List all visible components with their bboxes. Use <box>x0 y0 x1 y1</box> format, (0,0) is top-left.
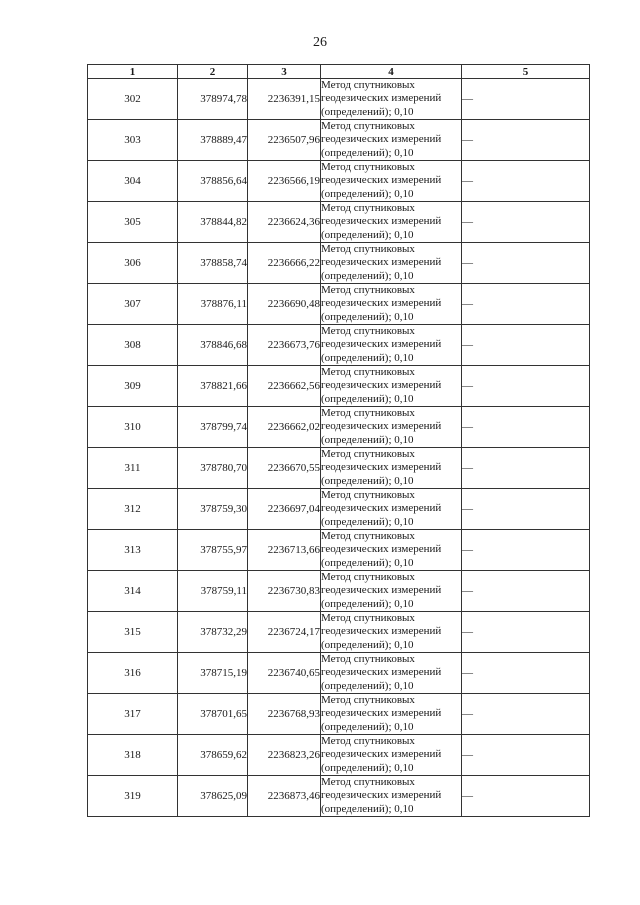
method-line: (определений); 0,10 <box>321 228 414 241</box>
method-line: Метод спутниковых <box>321 243 415 256</box>
method-line: геодезических измерений <box>321 133 442 146</box>
x-coordinate-cell: 378974,78 <box>178 79 248 120</box>
point-number-cell: 310 <box>88 407 178 448</box>
method-cell <box>321 571 462 612</box>
coordinates-table <box>87 64 590 817</box>
table-row <box>88 489 590 530</box>
method-cell <box>321 202 462 243</box>
method-line: (определений); 0,10 <box>321 433 414 446</box>
table-row <box>88 366 590 407</box>
table-row <box>88 161 590 202</box>
note-cell: — <box>462 448 590 489</box>
method-cell <box>321 735 462 776</box>
y-coordinate-cell: 2236713,66 <box>248 530 321 571</box>
method-line: (определений); 0,10 <box>321 310 414 323</box>
table-row <box>88 243 590 284</box>
method-line: Метод спутниковых <box>321 407 415 420</box>
note-cell: — <box>462 284 590 325</box>
method-line: (определений); 0,10 <box>321 351 414 364</box>
method-line: (определений); 0,10 <box>321 679 414 692</box>
point-number-cell: 314 <box>88 571 178 612</box>
method-line: Метод спутниковых <box>321 776 415 789</box>
table-row <box>88 612 590 653</box>
x-coordinate-cell: 378846,68 <box>178 325 248 366</box>
y-coordinate-cell: 2236768,93 <box>248 694 321 735</box>
note-cell: — <box>462 489 590 530</box>
method-cell <box>321 243 462 284</box>
y-coordinate-cell: 2236670,55 <box>248 448 321 489</box>
x-coordinate-cell: 378821,66 <box>178 366 248 407</box>
method-cell <box>321 530 462 571</box>
header-col-5: 5 <box>462 65 590 79</box>
method-line: (определений); 0,10 <box>321 515 414 528</box>
y-coordinate-cell: 2236507,96 <box>248 120 321 161</box>
x-coordinate-cell: 378799,74 <box>178 407 248 448</box>
header-col-2: 2 <box>178 65 248 79</box>
x-coordinate-cell: 378659,62 <box>178 735 248 776</box>
method-cell <box>321 407 462 448</box>
note-cell: — <box>462 325 590 366</box>
method-cell <box>321 120 462 161</box>
method-line: Метод спутниковых <box>321 530 415 543</box>
method-cell <box>321 653 462 694</box>
note-cell: — <box>462 366 590 407</box>
point-number-cell: 303 <box>88 120 178 161</box>
x-coordinate-cell: 378889,47 <box>178 120 248 161</box>
x-coordinate-cell: 378755,97 <box>178 530 248 571</box>
method-line: Метод спутниковых <box>321 325 415 338</box>
y-coordinate-cell: 2236662,56 <box>248 366 321 407</box>
method-line: (определений); 0,10 <box>321 105 414 118</box>
page-number: 26 <box>313 35 327 50</box>
point-number-cell: 317 <box>88 694 178 735</box>
note-cell: — <box>462 735 590 776</box>
y-coordinate-cell: 2236391,15 <box>248 79 321 120</box>
note-cell: — <box>462 653 590 694</box>
point-number-cell: 319 <box>88 776 178 817</box>
method-line: геодезических измерений <box>321 379 442 392</box>
method-cell <box>321 325 462 366</box>
point-number-cell: 318 <box>88 735 178 776</box>
table-row <box>88 120 590 161</box>
note-cell: — <box>462 202 590 243</box>
method-line: геодезических измерений <box>321 92 442 105</box>
method-line: (определений); 0,10 <box>321 269 414 282</box>
table-row <box>88 653 590 694</box>
method-line: Метод спутниковых <box>321 161 415 174</box>
point-number-cell: 307 <box>88 284 178 325</box>
x-coordinate-cell: 378732,29 <box>178 612 248 653</box>
method-line: геодезических измерений <box>321 420 442 433</box>
method-cell <box>321 448 462 489</box>
method-line: геодезических измерений <box>321 584 442 597</box>
table-row <box>88 448 590 489</box>
method-line: Метод спутниковых <box>321 489 415 502</box>
point-number-cell: 305 <box>88 202 178 243</box>
method-line: геодезических измерений <box>321 461 442 474</box>
table-row <box>88 407 590 448</box>
method-line: Метод спутниковых <box>321 284 415 297</box>
method-line: (определений); 0,10 <box>321 187 414 200</box>
method-line: Метод спутниковых <box>321 694 415 707</box>
method-line: (определений); 0,10 <box>321 392 414 405</box>
y-coordinate-cell: 2236823,26 <box>248 735 321 776</box>
method-line: геодезических измерений <box>321 338 442 351</box>
y-coordinate-cell: 2236690,48 <box>248 284 321 325</box>
method-cell <box>321 79 462 120</box>
note-cell: — <box>462 612 590 653</box>
note-cell: — <box>462 776 590 817</box>
method-line: (определений); 0,10 <box>321 146 414 159</box>
method-line: Метод спутниковых <box>321 612 415 625</box>
table-row <box>88 571 590 612</box>
method-line: Метод спутниковых <box>321 653 415 666</box>
method-line: (определений); 0,10 <box>321 597 414 610</box>
x-coordinate-cell: 378701,65 <box>178 694 248 735</box>
x-coordinate-cell: 378876,11 <box>178 284 248 325</box>
table-row <box>88 325 590 366</box>
point-number-cell: 304 <box>88 161 178 202</box>
method-line: геодезических измерений <box>321 625 442 638</box>
note-cell: — <box>462 243 590 284</box>
note-cell: — <box>462 530 590 571</box>
method-line: Метод спутниковых <box>321 448 415 461</box>
point-number-cell: 316 <box>88 653 178 694</box>
method-line: Метод спутниковых <box>321 366 415 379</box>
table-row <box>88 202 590 243</box>
point-number-cell: 315 <box>88 612 178 653</box>
table-row <box>88 79 590 120</box>
method-line: геодезических измерений <box>321 707 442 720</box>
method-line: (определений); 0,10 <box>321 474 414 487</box>
y-coordinate-cell: 2236724,17 <box>248 612 321 653</box>
point-number-cell: 309 <box>88 366 178 407</box>
method-line: Метод спутниковых <box>321 735 415 748</box>
method-line: геодезических измерений <box>321 174 442 187</box>
method-line: (определений); 0,10 <box>321 802 414 815</box>
y-coordinate-cell: 2236730,83 <box>248 571 321 612</box>
method-cell <box>321 161 462 202</box>
method-line: Метод спутниковых <box>321 79 415 92</box>
header-col-1: 1 <box>88 65 178 79</box>
x-coordinate-cell: 378858,74 <box>178 243 248 284</box>
y-coordinate-cell: 2236662,02 <box>248 407 321 448</box>
note-cell: — <box>462 694 590 735</box>
x-coordinate-cell: 378856,64 <box>178 161 248 202</box>
method-line: геодезических измерений <box>321 789 442 802</box>
method-cell <box>321 366 462 407</box>
method-cell <box>321 776 462 817</box>
method-cell <box>321 694 462 735</box>
table-row <box>88 530 590 571</box>
method-cell <box>321 489 462 530</box>
method-line: геодезических измерений <box>321 297 442 310</box>
note-cell: — <box>462 79 590 120</box>
y-coordinate-cell: 2236566,19 <box>248 161 321 202</box>
method-line: геодезических измерений <box>321 543 442 556</box>
method-line: геодезических измерений <box>321 748 442 761</box>
method-line: геодезических измерений <box>321 256 442 269</box>
y-coordinate-cell: 2236873,46 <box>248 776 321 817</box>
point-number-cell: 311 <box>88 448 178 489</box>
method-line: Метод спутниковых <box>321 120 415 133</box>
x-coordinate-cell: 378759,11 <box>178 571 248 612</box>
note-cell: — <box>462 120 590 161</box>
point-number-cell: 302 <box>88 79 178 120</box>
method-cell <box>321 612 462 653</box>
point-number-cell: 312 <box>88 489 178 530</box>
method-line: (определений); 0,10 <box>321 638 414 651</box>
point-number-cell: 306 <box>88 243 178 284</box>
table-row <box>88 284 590 325</box>
method-line: Метод спутниковых <box>321 202 415 215</box>
x-coordinate-cell: 378780,70 <box>178 448 248 489</box>
point-number-cell: 313 <box>88 530 178 571</box>
note-cell: — <box>462 161 590 202</box>
x-coordinate-cell: 378715,19 <box>178 653 248 694</box>
method-line: геодезических измерений <box>321 215 442 228</box>
y-coordinate-cell: 2236666,22 <box>248 243 321 284</box>
table-row <box>88 735 590 776</box>
x-coordinate-cell: 378759,30 <box>178 489 248 530</box>
table-row <box>88 776 590 817</box>
y-coordinate-cell: 2236673,76 <box>248 325 321 366</box>
header-col-4: 4 <box>321 65 462 79</box>
note-cell: — <box>462 407 590 448</box>
header-col-3: 3 <box>248 65 321 79</box>
header-row <box>88 65 590 79</box>
method-cell <box>321 284 462 325</box>
method-line: (определений); 0,10 <box>321 556 414 569</box>
method-line: геодезических измерений <box>321 666 442 679</box>
table-row <box>88 694 590 735</box>
y-coordinate-cell: 2236697,04 <box>248 489 321 530</box>
note-cell: — <box>462 571 590 612</box>
method-line: (определений); 0,10 <box>321 761 414 774</box>
y-coordinate-cell: 2236740,65 <box>248 653 321 694</box>
method-line: (определений); 0,10 <box>321 720 414 733</box>
method-line: Метод спутниковых <box>321 571 415 584</box>
point-number-cell: 308 <box>88 325 178 366</box>
x-coordinate-cell: 378844,82 <box>178 202 248 243</box>
table-body <box>88 79 590 817</box>
y-coordinate-cell: 2236624,36 <box>248 202 321 243</box>
x-coordinate-cell: 378625,09 <box>178 776 248 817</box>
method-line: геодезических измерений <box>321 502 442 515</box>
